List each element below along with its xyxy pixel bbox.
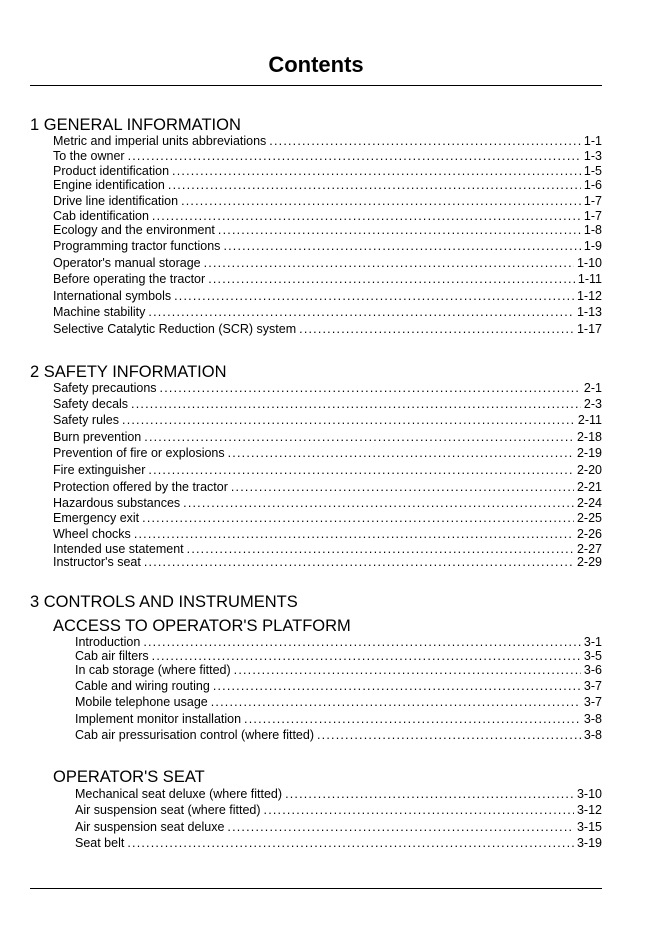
toc-entry-page: 2-24	[576, 496, 602, 510]
bottom-divider	[30, 888, 602, 889]
toc-entry-label: Drive line identification	[53, 194, 179, 208]
dot-leader	[144, 430, 574, 445]
toc-entry[interactable]	[75, 803, 602, 818]
toc-entry[interactable]	[53, 511, 602, 526]
toc-entry-page: 3-7	[583, 695, 602, 709]
toc-entry-label: Safety decals	[53, 397, 129, 411]
toc-entry-page: 2-21	[576, 480, 602, 494]
toc-entry[interactable]	[53, 527, 602, 542]
dot-leader	[183, 496, 574, 511]
section-heading: 3 CONTROLS AND INSTRUMENTS	[30, 593, 298, 611]
toc-entry-label: Product identification	[53, 164, 170, 178]
toc-entry-label: Seat belt	[75, 836, 125, 850]
dot-leader	[223, 239, 580, 254]
toc-entry-page: 3-12	[576, 803, 602, 817]
toc-entry[interactable]	[53, 305, 602, 320]
toc-entry-label: Instructor's seat	[53, 555, 141, 569]
toc-entry-page: 3-8	[583, 728, 602, 742]
dot-leader	[160, 381, 581, 396]
toc-entry[interactable]	[75, 712, 602, 727]
toc-entry-label: Metric and imperial units abbreviations	[53, 134, 267, 148]
toc-entry[interactable]	[53, 322, 602, 337]
dot-leader	[134, 527, 574, 542]
toc-entry[interactable]	[53, 272, 602, 287]
toc-entry-page: 2-20	[576, 463, 602, 477]
page-title: Contents	[268, 52, 364, 77]
toc-entry-label: Before operating the tractor	[53, 272, 206, 286]
dot-leader	[128, 149, 581, 164]
toc-entry-page: 2-26	[576, 527, 602, 541]
dot-leader	[213, 679, 581, 694]
toc-entry-label: Intended use statement	[53, 542, 184, 556]
toc-entry-label: Wheel chocks	[53, 527, 131, 541]
dot-leader	[269, 134, 581, 149]
toc-entry-page: 2-1	[583, 381, 602, 395]
toc-entry-label: To the owner	[53, 149, 125, 163]
toc-entry-label: Air suspension seat (where fitted)	[75, 803, 261, 817]
toc-entry-label: Operator's manual storage	[53, 256, 201, 270]
dot-leader	[227, 820, 574, 835]
toc-entry-page: 2-25	[576, 511, 602, 525]
dot-leader	[142, 511, 574, 526]
toc-entry-page: 1-7	[583, 209, 602, 223]
dot-leader	[181, 194, 581, 209]
toc-entry[interactable]	[53, 446, 602, 461]
toc-entry-page: 3-6	[583, 663, 602, 677]
toc-entry-page: 2-18	[576, 430, 602, 444]
toc-entry-page: 2-11	[577, 413, 602, 427]
toc-entry-label: Prevention of fire or explosions	[53, 446, 225, 460]
toc-entry-page: 3-15	[576, 820, 602, 834]
toc-entry-label: Protection offered by the tractor	[53, 480, 228, 494]
toc-entry-label: Mechanical seat deluxe (where fitted)	[75, 787, 283, 801]
dot-leader	[131, 397, 581, 412]
toc-entry-page: 1-11	[577, 272, 602, 286]
toc-entry[interactable]	[53, 496, 602, 511]
section-heading: 2 SAFETY INFORMATION	[30, 363, 227, 381]
toc-entry-label: Cab air pressurisation control (where fitted)	[75, 728, 314, 742]
toc-entry-label: Hazardous substances	[53, 496, 181, 510]
toc-entry-page: 3-8	[583, 712, 602, 726]
toc-entry-label: Engine identification	[53, 178, 165, 192]
dot-leader	[172, 164, 581, 179]
toc-entry-label: Mobile telephone usage	[75, 695, 208, 709]
toc-entry-page: 3-5	[583, 649, 602, 663]
dot-leader	[317, 728, 581, 743]
section-heading: 1 GENERAL INFORMATION	[30, 116, 241, 134]
dot-leader	[148, 305, 574, 320]
toc-entry-label: Emergency exit	[53, 511, 140, 525]
dot-leader	[228, 446, 574, 461]
toc-entry[interactable]	[53, 194, 602, 209]
dot-leader	[218, 223, 581, 238]
toc-entry[interactable]	[75, 635, 602, 650]
toc-entry-page: 1-1	[583, 134, 602, 148]
toc-entry-page: 3-19	[576, 836, 602, 850]
toc-entry[interactable]	[53, 178, 602, 193]
toc-entry-label: Programming tractor functions	[53, 239, 221, 253]
dot-leader	[122, 413, 575, 428]
dot-leader	[148, 463, 574, 478]
dot-leader	[174, 289, 574, 304]
toc-entry[interactable]	[75, 836, 602, 851]
toc-entry[interactable]	[53, 149, 602, 164]
dot-leader	[208, 272, 575, 287]
toc-entry-page: 2-3	[583, 397, 602, 411]
toc-entry[interactable]	[53, 555, 602, 570]
dot-leader	[211, 695, 581, 710]
toc-entry[interactable]	[53, 381, 602, 396]
toc-entry-label: Air suspension seat deluxe	[75, 820, 225, 834]
dot-leader	[144, 555, 574, 570]
toc-entry[interactable]	[75, 820, 602, 835]
dot-leader	[204, 256, 574, 271]
top-divider	[30, 85, 602, 86]
toc-entry[interactable]	[53, 397, 602, 412]
toc-entry-page: 1-12	[576, 289, 602, 303]
toc-entry-page: 1-17	[576, 322, 602, 336]
toc-entry-label: Safety rules	[53, 413, 120, 427]
toc-entry[interactable]	[53, 239, 602, 254]
toc-entry[interactable]	[53, 209, 602, 224]
toc-entry[interactable]	[53, 480, 602, 495]
toc-entry-label: Introduction	[75, 635, 141, 649]
toc-entry[interactable]	[53, 413, 602, 428]
dot-leader	[234, 663, 581, 678]
toc-entry-label: Fire extinguisher	[53, 463, 146, 477]
toc-entry-page: 2-27	[576, 542, 602, 556]
subsection-heading: OPERATOR'S SEAT	[53, 768, 205, 786]
dot-leader	[152, 649, 581, 664]
dot-leader	[127, 836, 574, 851]
dot-leader	[264, 803, 574, 818]
toc-entry-page: 1-5	[583, 164, 602, 178]
toc-entry[interactable]	[53, 164, 602, 179]
toc-entry[interactable]	[53, 289, 602, 304]
toc-entry-label: Cab identification	[53, 209, 149, 223]
toc-entry-label: International symbols	[53, 289, 172, 303]
dot-leader	[168, 178, 581, 193]
toc-entry-label: Selective Catalytic Reduction (SCR) system	[53, 322, 297, 336]
toc-entry[interactable]	[75, 663, 602, 678]
dot-leader	[143, 635, 581, 650]
toc-entry-page: 1-8	[583, 223, 602, 237]
toc-entry-page: 1-7	[583, 194, 602, 208]
toc-entry-label: Burn prevention	[53, 430, 142, 444]
toc-entry-label: Ecology and the environment	[53, 223, 215, 237]
toc-entry[interactable]	[75, 679, 602, 694]
toc-entry[interactable]	[53, 256, 602, 271]
toc-entry[interactable]	[53, 430, 602, 445]
toc-entry-page: 3-7	[583, 679, 602, 693]
toc-entry-label: In cab storage (where fitted)	[75, 663, 231, 677]
toc-entry-page: 1-13	[576, 305, 602, 319]
toc-entry[interactable]	[75, 695, 602, 710]
subsection-heading: ACCESS TO OPERATOR'S PLATFORM	[53, 617, 351, 635]
toc-entry-label: Safety precautions	[53, 381, 157, 395]
toc-entry-label: Cable and wiring routing	[75, 679, 210, 693]
toc-entry-page: 1-6	[583, 178, 602, 192]
dot-leader	[231, 480, 574, 495]
dot-leader	[299, 322, 574, 337]
toc-entry[interactable]	[75, 787, 602, 802]
toc-entry-page: 2-19	[576, 446, 602, 460]
toc-entry-page: 3-10	[576, 787, 602, 801]
dot-leader	[152, 209, 581, 224]
toc-entry-page: 1-9	[583, 239, 602, 253]
toc-entry[interactable]	[75, 649, 602, 664]
toc-entry[interactable]	[53, 463, 602, 478]
toc-entry[interactable]	[75, 728, 602, 743]
dot-leader	[285, 787, 574, 802]
toc-entry-label: Implement monitor installation	[75, 712, 242, 726]
toc-entry-page: 2-29	[576, 555, 602, 569]
toc-entry-label: Cab air filters	[75, 649, 149, 663]
toc-entry-page: 1-3	[583, 149, 602, 163]
toc-entry-label: Machine stability	[53, 305, 146, 319]
toc-entry-page: 3-1	[583, 635, 602, 649]
toc-entry[interactable]	[53, 223, 602, 238]
toc-entry-page: 1-10	[576, 256, 602, 270]
dot-leader	[244, 712, 581, 727]
toc-entry[interactable]	[53, 134, 602, 149]
